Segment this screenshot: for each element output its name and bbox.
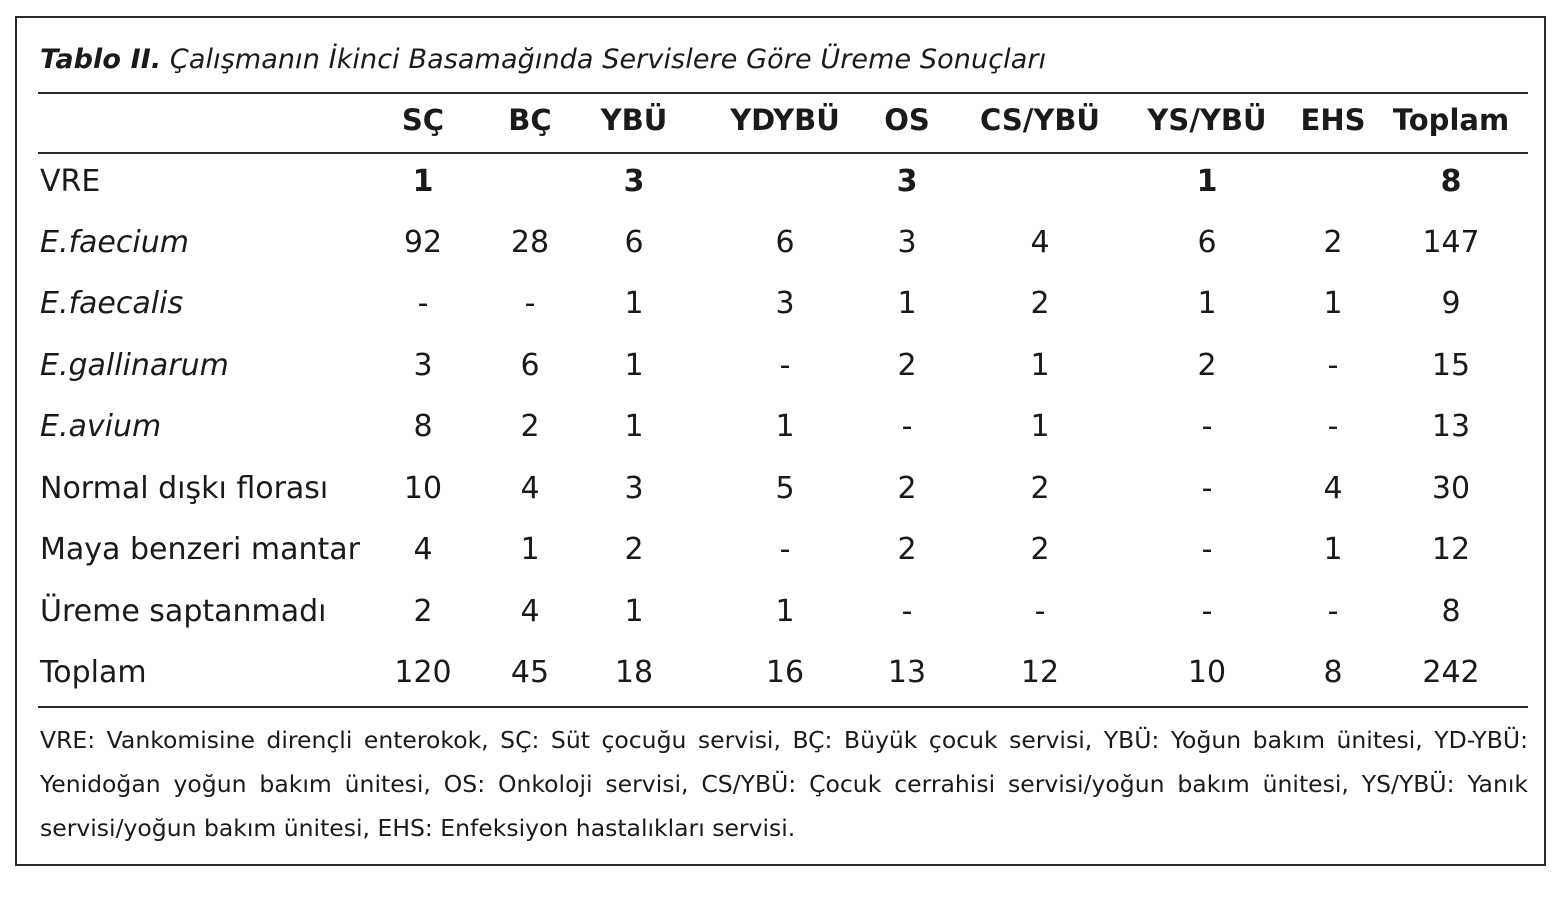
- table-cell: -: [1327, 594, 1339, 629]
- table-cell: 8: [1441, 594, 1461, 629]
- table-cell: 4: [1030, 225, 1050, 260]
- table-cell: -: [1327, 348, 1339, 383]
- column-header: CS/YBÜ: [980, 103, 1100, 137]
- table-cell: 1: [1030, 348, 1050, 383]
- table-cell: 1: [897, 286, 917, 321]
- table-cell: 30: [1431, 471, 1471, 506]
- row-label: E.faecalis: [40, 286, 184, 321]
- table-cell: 8: [1440, 164, 1462, 199]
- table-cell: 2: [1030, 532, 1050, 567]
- table-cell: -: [779, 532, 791, 567]
- table-cell: 3: [624, 471, 644, 506]
- table-cell: 2: [1030, 471, 1050, 506]
- table-cell: 10: [1187, 655, 1227, 690]
- column-header: YS/YBÜ: [1147, 103, 1267, 137]
- table-cell: -: [1201, 594, 1213, 629]
- table-cell: 3: [623, 164, 645, 199]
- table-cell: 120: [394, 655, 452, 690]
- table-cell: -: [1327, 409, 1339, 444]
- table-cell: -: [779, 348, 791, 383]
- table-cell: 147: [1422, 225, 1480, 260]
- table-cell: 4: [520, 594, 540, 629]
- top-rule: [38, 92, 1528, 94]
- row-label: Toplam: [40, 655, 147, 690]
- table-cell: 4: [1323, 471, 1343, 506]
- caption-label: Tablo II.: [40, 44, 162, 75]
- table-cell: 10: [403, 471, 443, 506]
- table-cell: 1: [624, 348, 644, 383]
- table-caption: [40, 44, 1046, 75]
- column-header: BÇ: [508, 103, 552, 137]
- table-cell: 1: [624, 409, 644, 444]
- table-cell: 6: [1197, 225, 1217, 260]
- table-cell: 1: [520, 532, 540, 567]
- table-cell: 3: [413, 348, 433, 383]
- table-cell: 1: [624, 286, 644, 321]
- table-cell: 2: [624, 532, 644, 567]
- row-label: VRE: [40, 164, 101, 199]
- table-cell: 15: [1431, 348, 1471, 383]
- table-cell: 3: [897, 225, 917, 260]
- table-cell: -: [417, 286, 429, 321]
- table-cell: 2: [520, 409, 540, 444]
- table-cell: 1: [775, 594, 795, 629]
- table-cell: -: [1201, 532, 1213, 567]
- table-cell: 6: [624, 225, 644, 260]
- column-header: YDYBÜ: [730, 103, 840, 137]
- table-cell: 242: [1422, 655, 1480, 690]
- table-cell: 6: [520, 348, 540, 383]
- table-cell: 2: [897, 348, 917, 383]
- table-cell: 13: [1431, 409, 1471, 444]
- table-cell: 13: [887, 655, 927, 690]
- table-cell: 8: [413, 409, 433, 444]
- column-header: SÇ: [401, 103, 445, 137]
- table-cell: 2: [897, 532, 917, 567]
- table-cell: 4: [413, 532, 433, 567]
- bottom-rule: [38, 706, 1528, 708]
- table-cell: 9: [1441, 286, 1461, 321]
- table-cell: 1: [775, 409, 795, 444]
- header-rule: [38, 152, 1528, 154]
- table-cell: 1: [412, 164, 434, 199]
- row-label: E.faecium: [40, 225, 189, 260]
- table-cell: 2: [1323, 225, 1343, 260]
- table-cell: 6: [775, 225, 795, 260]
- table-cell: 3: [896, 164, 918, 199]
- table-cell: -: [1201, 409, 1213, 444]
- column-header: YBÜ: [600, 103, 668, 137]
- table-cell: 12: [1020, 655, 1060, 690]
- table-cell: 28: [510, 225, 550, 260]
- row-label: Maya benzeri mantar: [40, 532, 360, 567]
- table-cell: 45: [510, 655, 550, 690]
- table-cell: 3: [775, 286, 795, 321]
- table-cell: -: [1034, 594, 1046, 629]
- table-cell: 1: [1197, 286, 1217, 321]
- table-cell: 2: [897, 471, 917, 506]
- table-cell: -: [1201, 471, 1213, 506]
- table-cell: 2: [1197, 348, 1217, 383]
- table-cell: -: [524, 286, 536, 321]
- table-cell: 1: [624, 594, 644, 629]
- table-cell: 1: [1323, 286, 1343, 321]
- row-label: Üreme saptanmadı: [40, 594, 327, 629]
- column-header: Toplam: [1392, 103, 1510, 137]
- table-cell: 1: [1030, 409, 1050, 444]
- table-cell: 4: [520, 471, 540, 506]
- column-header: EHS: [1300, 103, 1366, 137]
- column-header: OS: [884, 103, 930, 137]
- table-cell: 12: [1431, 532, 1471, 567]
- table-cell: 1: [1196, 164, 1218, 199]
- table-cell: -: [901, 594, 913, 629]
- table-cell: 2: [1030, 286, 1050, 321]
- table-cell: 2: [413, 594, 433, 629]
- table-cell: 1: [1323, 532, 1343, 567]
- row-label: Normal dışkı florası: [40, 471, 329, 506]
- table-footnote: VRE: Vankomisine dirençli enterokok, SÇ: Süt çocuğu servisi, BÇ: Büyük çocuk servisi, YBÜ: Yoğun bakım ünitesi, YD-YBÜ: Yenidoğan yoğun bakım ünitesi, OS: Onkoloji servisi, CS/YBÜ: Çocuk cerrahisi servisi/yoğun bakım ünitesi, YS/YBÜ: Yanık servisi/yoğun bakım ünitesi, EHS: Enfeksiyon hastalıkları servisi.: [40, 726, 1528, 842]
- table-cell: -: [901, 409, 913, 444]
- table-cell: 16: [765, 655, 805, 690]
- table-cell: 5: [775, 471, 795, 506]
- table-cell: 8: [1323, 655, 1343, 690]
- row-label: E.avium: [40, 409, 162, 444]
- caption-text: Çalışmanın İkinci Basamağında Servislere Göre Üreme Sonuçları: [169, 44, 1047, 75]
- table-cell: 92: [403, 225, 443, 260]
- row-label: E.gallinarum: [40, 348, 229, 383]
- table-cell: 18: [614, 655, 654, 690]
